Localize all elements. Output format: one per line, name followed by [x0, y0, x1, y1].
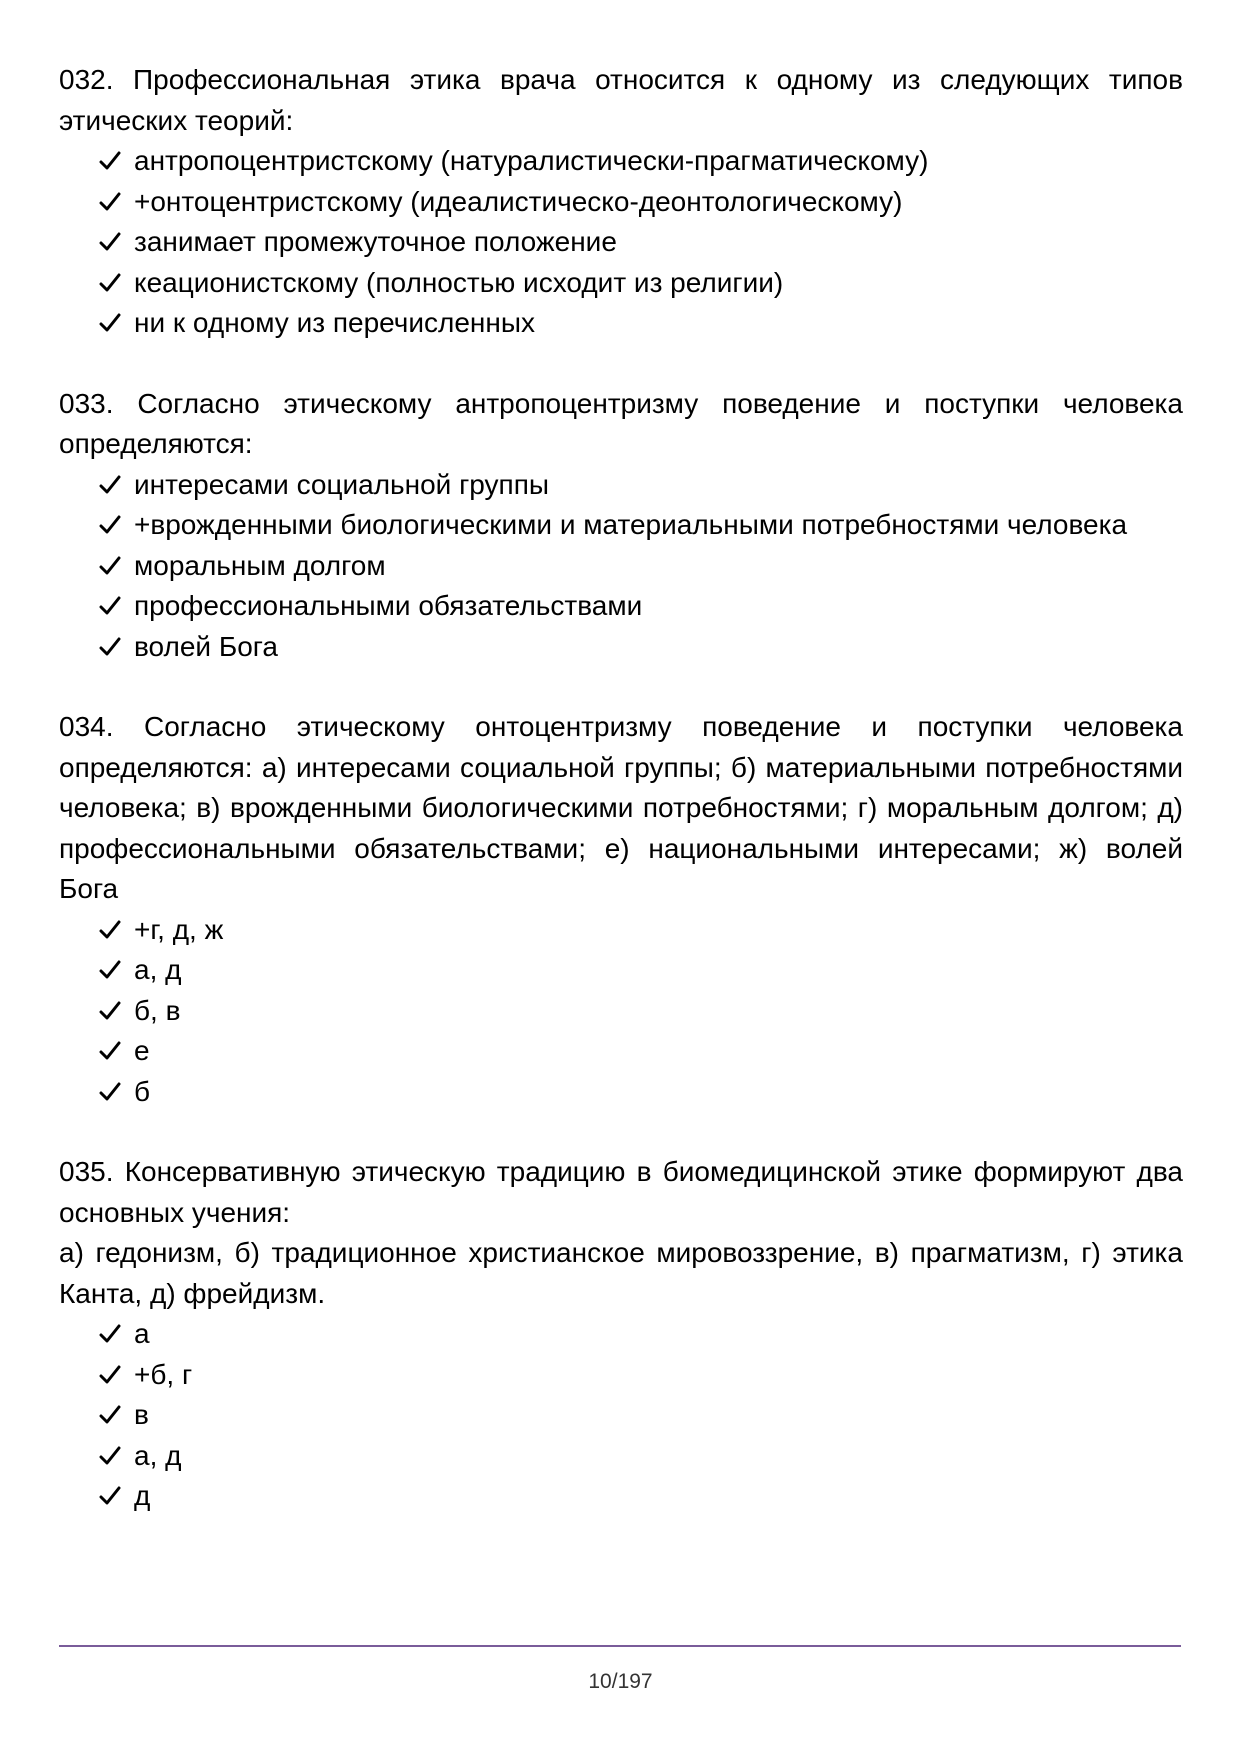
checkmark-icon — [99, 910, 121, 950]
answer-text: +врожденными биологическими и материальными потребностями человека — [134, 509, 1128, 540]
answer-list — [59, 141, 1183, 344]
checkmark-icon — [99, 546, 121, 586]
answer-text: е — [134, 1035, 150, 1066]
question-text: 035. Консервативную этическую традицию в биомедицинской этике формируют два основных учения: — [59, 1156, 1183, 1228]
answer-text: +г, д, ж — [134, 913, 224, 945]
checkmark-icon — [99, 1436, 121, 1476]
answer-text: +б, г — [134, 1358, 193, 1390]
answer-text: д — [134, 1480, 151, 1511]
checkmark-icon — [99, 1072, 121, 1112]
answer-option — [59, 1436, 1183, 1477]
question-text: 033. Согласно этическому антропоцентризму поведение и поступки человека определяются: — [59, 387, 1183, 459]
checkmark-icon — [99, 182, 121, 222]
answer-text: моральным долгом — [134, 549, 386, 581]
checkmark-icon — [99, 303, 121, 343]
question-032 — [59, 60, 1183, 344]
answer-text: а, д — [134, 954, 182, 985]
answer-option — [59, 505, 1183, 546]
answer-option — [59, 1476, 1183, 1517]
answer-option — [59, 950, 1183, 991]
answer-text: а — [134, 1318, 150, 1349]
answer-text: кеационистскому (полностью исходит из религии) — [134, 266, 784, 298]
answer-option — [59, 303, 1183, 344]
answer-text: ни к одному из перечисленных — [134, 307, 535, 338]
checkmark-icon — [99, 1395, 121, 1435]
answer-option — [59, 627, 1183, 668]
checkmark-icon — [99, 465, 121, 505]
answer-text: а, д — [134, 1439, 182, 1471]
question-text: 032. Профессиональная этика врача относится к одному из следующих типов этических теорий: — [59, 64, 1183, 136]
answer-option — [59, 1355, 1183, 1396]
checkmark-icon — [99, 1476, 121, 1516]
question-text: 034. Согласно этическому онтоцентризму поведение и поступки человека определяются: а) интересами социальной группы; б) материальными потребностями человека; в) врожденными биологическими потребностями; г) моральным долгом; д) профессиональными обязательствами; е) национальными интересами; ж) волей Бога — [59, 711, 1183, 904]
question-035 — [59, 1152, 1183, 1517]
answer-option — [59, 1072, 1183, 1113]
checkmark-icon — [99, 222, 121, 262]
answer-option — [59, 465, 1183, 506]
answer-text: интересами социальной группы — [134, 468, 550, 500]
answer-option — [59, 222, 1183, 263]
answer-text: +онтоцентристскому (идеалистическо-деонтологическому) — [134, 185, 903, 217]
footer-divider — [59, 1645, 1181, 1647]
checkmark-icon — [99, 505, 121, 545]
checkmark-icon — [99, 950, 121, 990]
checkmark-icon — [99, 1355, 121, 1395]
question-034 — [59, 707, 1183, 1112]
answer-text: занимает промежуточное положение — [134, 226, 617, 257]
answer-option — [59, 586, 1183, 627]
answer-list — [59, 465, 1183, 668]
question-options-text: а) гедонизм, б) традиционное христианское мировоззрение, в) прагматизм, г) этика Канта, д) фрейдизм. — [59, 1237, 1183, 1309]
answer-list — [59, 1314, 1183, 1517]
answer-text: профессиональными обязательствами — [134, 590, 643, 621]
answer-option — [59, 1395, 1183, 1436]
answer-option — [59, 546, 1183, 587]
answer-text: б — [134, 1075, 151, 1107]
answer-text: волей Бога — [134, 630, 278, 662]
answer-option — [59, 910, 1183, 951]
answer-text: б, в — [134, 994, 181, 1026]
answer-option — [59, 1031, 1183, 1072]
checkmark-icon — [99, 1314, 121, 1354]
answer-list — [59, 910, 1183, 1113]
checkmark-icon — [99, 586, 121, 626]
checkmark-icon — [99, 991, 121, 1031]
answer-option — [59, 1314, 1183, 1355]
checkmark-icon — [99, 141, 121, 181]
question-033 — [59, 384, 1183, 668]
checkmark-icon — [99, 627, 121, 667]
answer-option — [59, 182, 1183, 223]
page-number: 10/197 — [588, 1670, 653, 1693]
document-body — [59, 60, 1183, 1557]
checkmark-icon — [99, 1031, 121, 1071]
checkmark-icon — [99, 263, 121, 303]
answer-text: в — [134, 1399, 149, 1430]
answer-option — [59, 263, 1183, 304]
answer-option — [59, 141, 1183, 182]
answer-text: антропоцентристскому (натуралистически-прагматическому) — [134, 145, 929, 176]
answer-option — [59, 991, 1183, 1032]
